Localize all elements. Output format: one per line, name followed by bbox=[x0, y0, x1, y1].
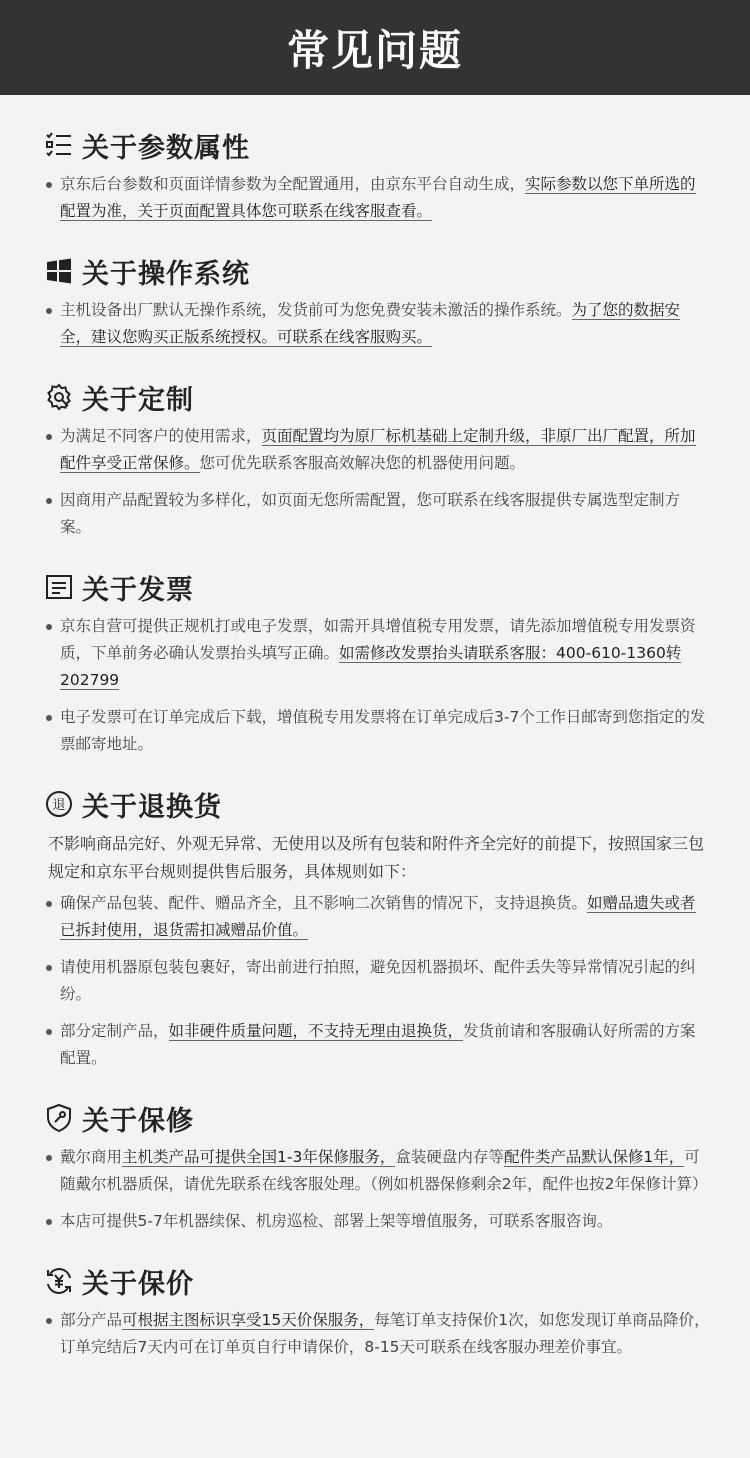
yen-refresh-icon bbox=[44, 1266, 74, 1296]
bullet-text: 每笔订单支持保价1次，如您发现订单商品降价，订单完结后7天内可在订单页自行申请保价，8-15天可联系在线客服办理差价事宜。 bbox=[60, 1311, 710, 1356]
faq-bullet bbox=[44, 1208, 710, 1235]
svg-text:退: 退 bbox=[52, 798, 66, 813]
page-title: 常见问题 bbox=[286, 25, 463, 75]
faq-section bbox=[44, 1259, 710, 1361]
header-banner bbox=[0, 0, 750, 95]
faq-section bbox=[44, 375, 710, 541]
section-header bbox=[44, 1259, 710, 1303]
bullet-text: 请使用机器原包装包裹好，寄出前进行拍照，避免因机器损坏、配件丢失等异常情况引起的纠纷。 bbox=[60, 958, 696, 1003]
highlight-text: 页面配置均为原厂标机基础上定制升级，非原厂出厂配置，所加配件享受正常保修。 bbox=[60, 427, 696, 472]
faq-bullet bbox=[44, 954, 710, 1008]
section-title: 关于参数属性 bbox=[82, 132, 250, 164]
faq-content bbox=[0, 95, 750, 1361]
faq-bullet bbox=[44, 1144, 710, 1198]
bullet-text: 京东后台参数和页面详情参数为全配置通用，由京东平台自动生成， bbox=[60, 175, 526, 193]
highlight-text: 主机类产品可提供全国1-3年保修服务， bbox=[122, 1148, 396, 1166]
bullet-text: 部分产品 bbox=[60, 1311, 123, 1329]
bullet-text: 确保产品包装、配件、赠品齐全，且不影响二次销售的情况下，支持退换货。 bbox=[60, 894, 588, 912]
faq-section bbox=[44, 782, 710, 1072]
section-title: 关于保修 bbox=[82, 1105, 194, 1137]
faq-bullet bbox=[44, 423, 710, 477]
bullet-text: 为满足不同客户的使用需求， bbox=[60, 427, 262, 445]
checklist-icon bbox=[44, 130, 74, 160]
faq-bullet bbox=[44, 704, 710, 758]
highlight-text: 如需修改发票抬头请联系客服：400-610-1360转202799 bbox=[60, 644, 682, 689]
faq-bullet bbox=[44, 1307, 710, 1361]
faq-bullet bbox=[44, 297, 710, 351]
section-title: 关于保价 bbox=[82, 1268, 194, 1300]
bullet-text: 因商用产品配置较为多样化，如页面无您所需配置，您可联系在线客服提供专属选型定制方案。 bbox=[60, 491, 681, 536]
bullet-text: 发货前请和客服确认好所需的方案配置。 bbox=[60, 1022, 696, 1067]
bullet-text: 盒装硬盘内存等 bbox=[395, 1148, 504, 1166]
bullet-text: 本店可提供5-7年机器续保、机房巡检、部署上架等增值服务，可联系客服咨询。 bbox=[60, 1212, 613, 1230]
shield-wrench-icon bbox=[44, 1103, 74, 1133]
section-header bbox=[44, 123, 710, 167]
bullet-text: 戴尔商用 bbox=[60, 1148, 123, 1166]
section-header bbox=[44, 1096, 710, 1140]
bullet-text: 京东自营可提供正规机打或电子发票，如需开具增值税专用发票，请先添加增值税专用发票资质，下单前务必确认发票抬头填写正确。 bbox=[60, 617, 696, 662]
section-header bbox=[44, 782, 710, 826]
faq-bullet bbox=[44, 171, 710, 225]
faq-section bbox=[44, 249, 710, 351]
highlight-text: 如赠品遗失或者已拆封使用，退货需扣减赠品价值。 bbox=[60, 894, 696, 939]
bullet-text: 部分定制产品， bbox=[60, 1022, 169, 1040]
faq-bullet bbox=[44, 1018, 710, 1072]
highlight-text: 如非硬件质量问题，不支持无理由退换货， bbox=[168, 1022, 464, 1040]
section-title: 关于定制 bbox=[82, 384, 194, 416]
section-header bbox=[44, 565, 710, 609]
highlight-text: 实际参数以您下单所选的配置为准，关于页面配置具体您可联系在线客服查看。 bbox=[60, 175, 696, 220]
bullet-text: 您可优先联系客服高效解决您的机器使用问题。 bbox=[199, 454, 526, 472]
gear-wrench-icon bbox=[44, 382, 74, 412]
bullet-text: 可随戴尔机器质保，请优先联系在线客服处理。（例如机器保修剩余2年，配件也按2年保修计算） bbox=[60, 1148, 708, 1193]
highlight-text: 为了您的数据安全，建议您购买正版系统授权。可联系在线客服购买。 bbox=[60, 301, 681, 346]
faq-section bbox=[44, 565, 710, 758]
faq-bullet bbox=[44, 890, 710, 944]
highlight-text: 配件类产品默认保修1年， bbox=[503, 1148, 685, 1166]
section-header bbox=[44, 375, 710, 419]
return-icon bbox=[44, 789, 74, 819]
windows-icon bbox=[44, 256, 74, 286]
invoice-icon bbox=[44, 572, 74, 602]
section-intro: 不影响商品完好、外观无异常、无使用以及所有包装和附件齐全完好的前提下，按照国家三包规定和京东平台规则提供售后服务，具体规则如下： bbox=[48, 834, 705, 881]
bullet-text: 主机设备出厂默认无操作系统，发货前可为您免费安装未激活的操作系统。 bbox=[60, 301, 572, 319]
faq-bullet bbox=[44, 487, 710, 541]
faq-bullet bbox=[44, 613, 710, 694]
section-title: 关于退换货 bbox=[82, 791, 222, 823]
section-header bbox=[44, 249, 710, 293]
faq-section bbox=[44, 123, 710, 225]
faq-section bbox=[44, 1096, 710, 1235]
section-title: 关于发票 bbox=[82, 574, 194, 606]
section-title: 关于操作系统 bbox=[82, 258, 250, 290]
highlight-text: 可根据主图标识享受15天价保服务， bbox=[122, 1311, 375, 1329]
bullet-text: 电子发票可在订单完成后下载，增值税专用发票将在订单完成后3-7个工作日邮寄到您指定的发票邮寄地址。 bbox=[60, 708, 706, 753]
